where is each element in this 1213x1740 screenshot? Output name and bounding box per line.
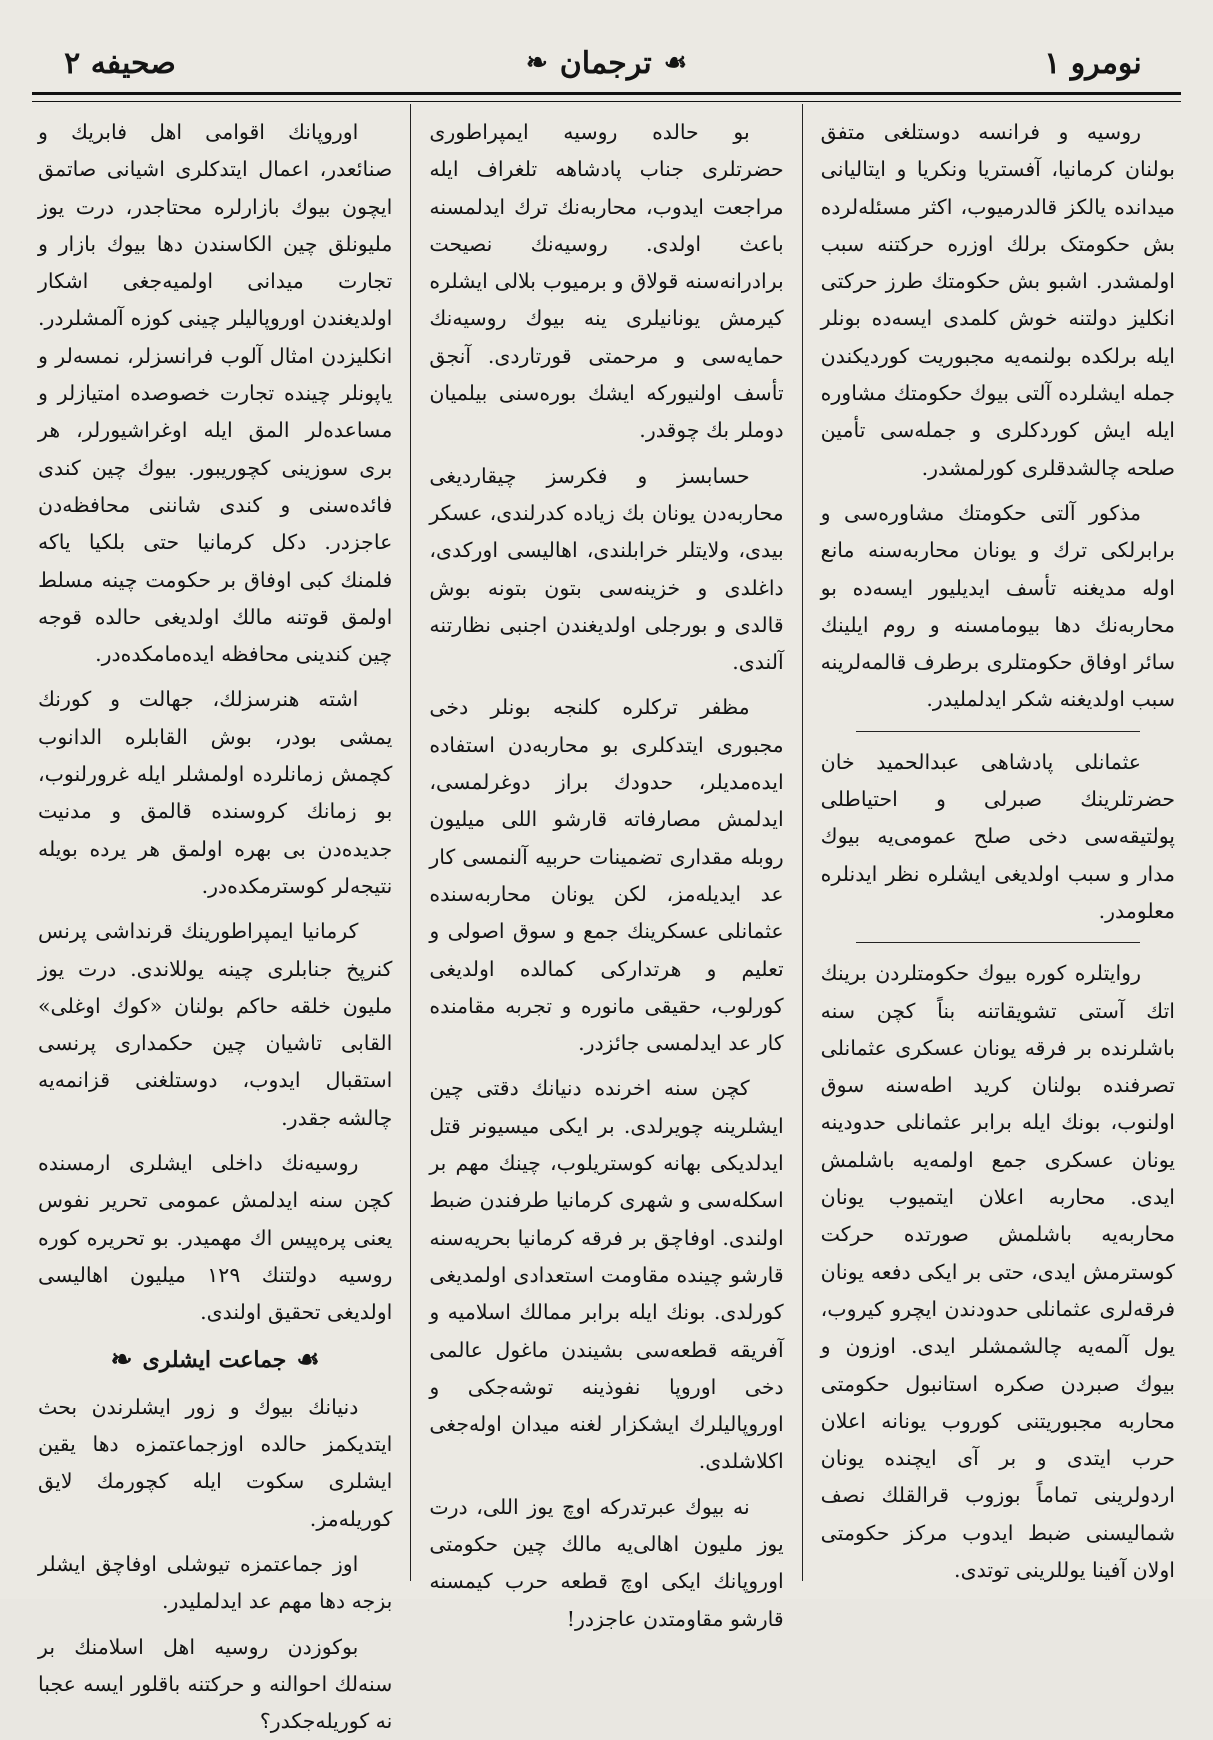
paragraph: اوروپانك اقوامی اهل فابریك و صنائعدر، اعمال ایتدکلری اشیانی صاتمق ایچون بیوك بازارلره محتاجدر، درت یوز ملیونلق چین الکاسندن دها بیوك بازار و تجارت میدانی اولمیه‌جغی اشکار اولدیغندن اوروپالیلر چینی کوزه آلمشلردر. انکلیزدن امثال آلوب فرانسزلر، نمسه‌لر و یاپونلر چینده تجارت خصوصده امتیازلر و مساعده‌لر المق ایله اوغراشیورلر، هر بری سوزینی کچوریبور. بیوك چین کندی فائده‌سنی و کندی شاننی محافظه‌دن عاجزدر. دکل کرمانیا حتی بلکیا یاکه فلمنك کبی اوفاق بر حکومت چینه مسلط اولمق قوتنه مالك اولدیغی حالده قوجه چین کندینی محافظه ایده‌مامکده‌در. — [38, 120, 393, 667]
paragraph: اوز جماعتمزه تیوشلی اوفاچق ایشلر بزجه دها مهم عد ایدلملیدر. — [38, 1551, 393, 1614]
section-heading — [38, 1342, 392, 1379]
paragraph: اشته هنرسزلك، جهالت و کورنك یمشی بودر، بوش القابلره الدانوب کچمش زمانلرده اولمشلر ایله غرورلنوب، بو زمانك کروسنده قالمق و مدنیت جدیده‌دن بی بهره اولمق هر یرده بویله نتیجه‌لر کوسترمکده‌در. — [38, 687, 393, 898]
paragraph: بو حالده روسیه ایمپراطوری حضرتلری جناب پادشاهه تلغراف ایله مراجعت ایدوب، محاربه‌نك ترك ایدلمسنه باعث اولدی. روسیه‌نك نصیحت برادرانه‌سنه قولاق و برمیوب بلالی ایشلره کیرمش یونانیلری ینه بیوك روسیه‌نك حمایه‌سی و مرحمتی قورتاردی. آنجق تأسف اولنیورکه ایشك بوره‌سنی بیلمیان دوملر بك چوقدر. — [429, 120, 784, 443]
page-number: صحیفه ۲ — [64, 45, 176, 81]
paragraph: نه بیوك عبرتدرکه اوچ یوز اللی، درت یوز ملیون اهالی‌یه مالك چین حکومتی اوروپانك ایکی اوچ قطعه حرب کیمسنه قارشو مقاومتدن عاجزدر! — [429, 1494, 784, 1631]
ornament-left-icon: ❧ — [525, 48, 548, 78]
paragraph: روایتلره کوره بیوك حکومتلردن برینك اتك آستی تشویقاتنه بناً کچن سنه باشلرنده بر فرقه یونان عسکری عثمانلی تصرفنده بولنان کرید اطه‌سنه سوق اولنوب، بونك ایله برابر عثمانلی حدودینه یونان عسکری جمع اولمه‌یه باشلمش ایدی. محاربه اعلان ایتمیوب یونان محاربه‌یه باشلمش صورتده حرکت کوسترمش ایدی، حتی بر ایکی دفعه یونان فرقه‌لری عثمانلی حدودندن ایچرو کیروب، یول آلمه‌یه چالشمشلر ایدی. اوزون و بیوك صبردن صکره استانبول حکومتی محاربه مجبوریتنی کوروب یونانه اعلان حرب ایتدی و بر آی ایچنده یونان اردولرینی تماماً بوزوب قرالقلك نصف شمالیسنی ضبط ایدوب مرکز حکومتی اولان آفینا یوللرینی توتدی. — [820, 961, 1175, 1582]
paragraph: عثمانلی پادشاهی عبدالحمید خان حضرتلرینك صبرلی و احتیاطلی پولتیقه‌سی دخی صلح عمومی‌یه بیوك مدار و سبب اولدیغی ایشلره نظر ایدنلره معلومدر. — [820, 749, 1175, 923]
paragraph: کچن سنه اخرنده دنیانك دقتی چین ایشلرینه چویرلدی. بر ایکی میسیونر قتل ایدلدیکی بهانه کوستریلوب، چینك مهم بر اسکله‌سی و شهری کرمانیا طرفندن ضبط اولندی. اوفاچق بر فرقه کرمانیا بحریه‌سنه قارشو چینده مقاومت استعدادی اولمدیغی کورلدی. بونك ایله برابر ممالك اسلامیه و آفریقه قطعه‌سی بشیندن ماغول عالمی دخی اوروپا نفوذینه توشه‌جکی و اوروپالیلرك ایشکزار لغنه میدان اوله‌جغی اکلاشلدی. — [429, 1076, 784, 1474]
paragraph: روسیه و فرانسه دوستلغی متفق بولنان کرمانیا، آفستریا ونکریا و ایتالیانی میدانده یالکز قالدرمیوب، اکثر مسئله‌لرده بش حکومتک برلك اوزره حرکتنه سبب اولمشدر. اشبو بش حکومتك طرز حرکتی انکلیز دولتنه خوش کلمدی ایسه‌ده بونلر ایله برلکده بولنمه‌یه مجبوریت کوردیکندن جمله ایشلرده آلتی بیوك حکومتك مشاوره ایله ایش کوردکلری و جمله‌سی تأمین صلحه چالشدقلری کورلمشدر. — [820, 120, 1175, 480]
masthead-title-group — [526, 46, 687, 81]
separator — [856, 731, 1139, 732]
paragraph: مذکور آلتی حکومتك مشاوره‌سی و برابرلکی ترك و یونان محاربه‌سنه مانع اوله مدیغنه تأسف ایدیلیور ایسه‌ده بو محاربه‌نك دها بیومامسنه و روم ایلینك سائر اوفاق حکومتلری برطرف قالمه‌لرینه سبب اولدیغنه شکر ایدلملیدر. — [820, 500, 1175, 712]
column-middle — [411, 104, 802, 1631]
newspaper-title: ترجمان — [559, 45, 652, 81]
issue-number: نومرو ۱ — [1044, 45, 1142, 81]
section-title: جماعت ایشلری — [142, 1346, 287, 1373]
paragraph: کرمانیا ایمپراطورینك قرنداشی پرنس کنرپخ جنابلری چینه یوللاندی. درت یوز ملیون خلقه حاکم بولنان «کوك اوغلی» القابی تاشیان چین حکمداری پرنسی استقبال ایدوب، دوستلغنی قزانمه‌یه چالشه جقدر. — [38, 919, 393, 1130]
header-rule — [32, 92, 1181, 102]
section-ornament-right-icon: ☙ — [296, 1344, 320, 1375]
paragraph: بوکوزدن روسیه اهل اسلامنك بر سنه‌لك احوالنه و حرکتنه باقلور ایسه عجبا نه کوریله‌جکدر؟ — [38, 1634, 393, 1734]
column-left — [20, 104, 411, 1734]
separator — [856, 942, 1139, 943]
ornament-right-icon: ☙ — [663, 48, 688, 78]
section-ornament-left-icon: ❧ — [110, 1344, 133, 1375]
column-right — [803, 104, 1193, 1581]
paragraph: حسابسز و فکرسز چیقاردیغی محاربه‌دن یونان بك زیاده کدرلندی، عسکر بیدی، ولایتلر خرابلندی، اهالیسی اورکدی، داغلدی و خزینه‌سی بتون بتونه بوش قالدی و بورجلی اولدیغندن اجنبی نظارتنه آلندی. — [429, 463, 784, 675]
paragraph: روسیه‌نك داخلی ایشلری ارمسنده کچن سنه ایدلمش عمومی تحریر نفوس یعنی پره‌پیس اك مهمیدر. بو تحریره کوره روسیه دولتنك ۱۲۹ میلیون اهالیسی اولدیغی تحقیق اولندی. — [38, 1151, 393, 1325]
paragraph: مظفر ترکلره کلنجه بونلر دخی مجبوری ایتدکلری بو محاربه‌دن استفاده ایده‌مدیلر، حدودك براز دوغرلمسی، ایدلمش مصارفاته قارشو اللی میلیون روبله مقداری تضمینات حربیه آلنمسی کار عد ایدیله‌مز، لکن یونان محاربه‌سنده عثمانلی عسکرینك جمع و سوق اصولی و تعلیم و هرتداركی کمالده اولدیغی کورلوب، حقیقی مانوره و تجربه مقامنده کار عد ایدلمسی جائزدر. — [429, 695, 784, 1056]
paragraph: دنیانك بیوك و زور ایشلرندن بحث ایتدیکمز حالده اوزجماعتمزه دها یقین ایشلری سکوت ایله کچورمك لایق کوریله‌مز. — [38, 1394, 393, 1531]
article-columns — [20, 104, 1193, 1734]
masthead — [20, 34, 1193, 92]
